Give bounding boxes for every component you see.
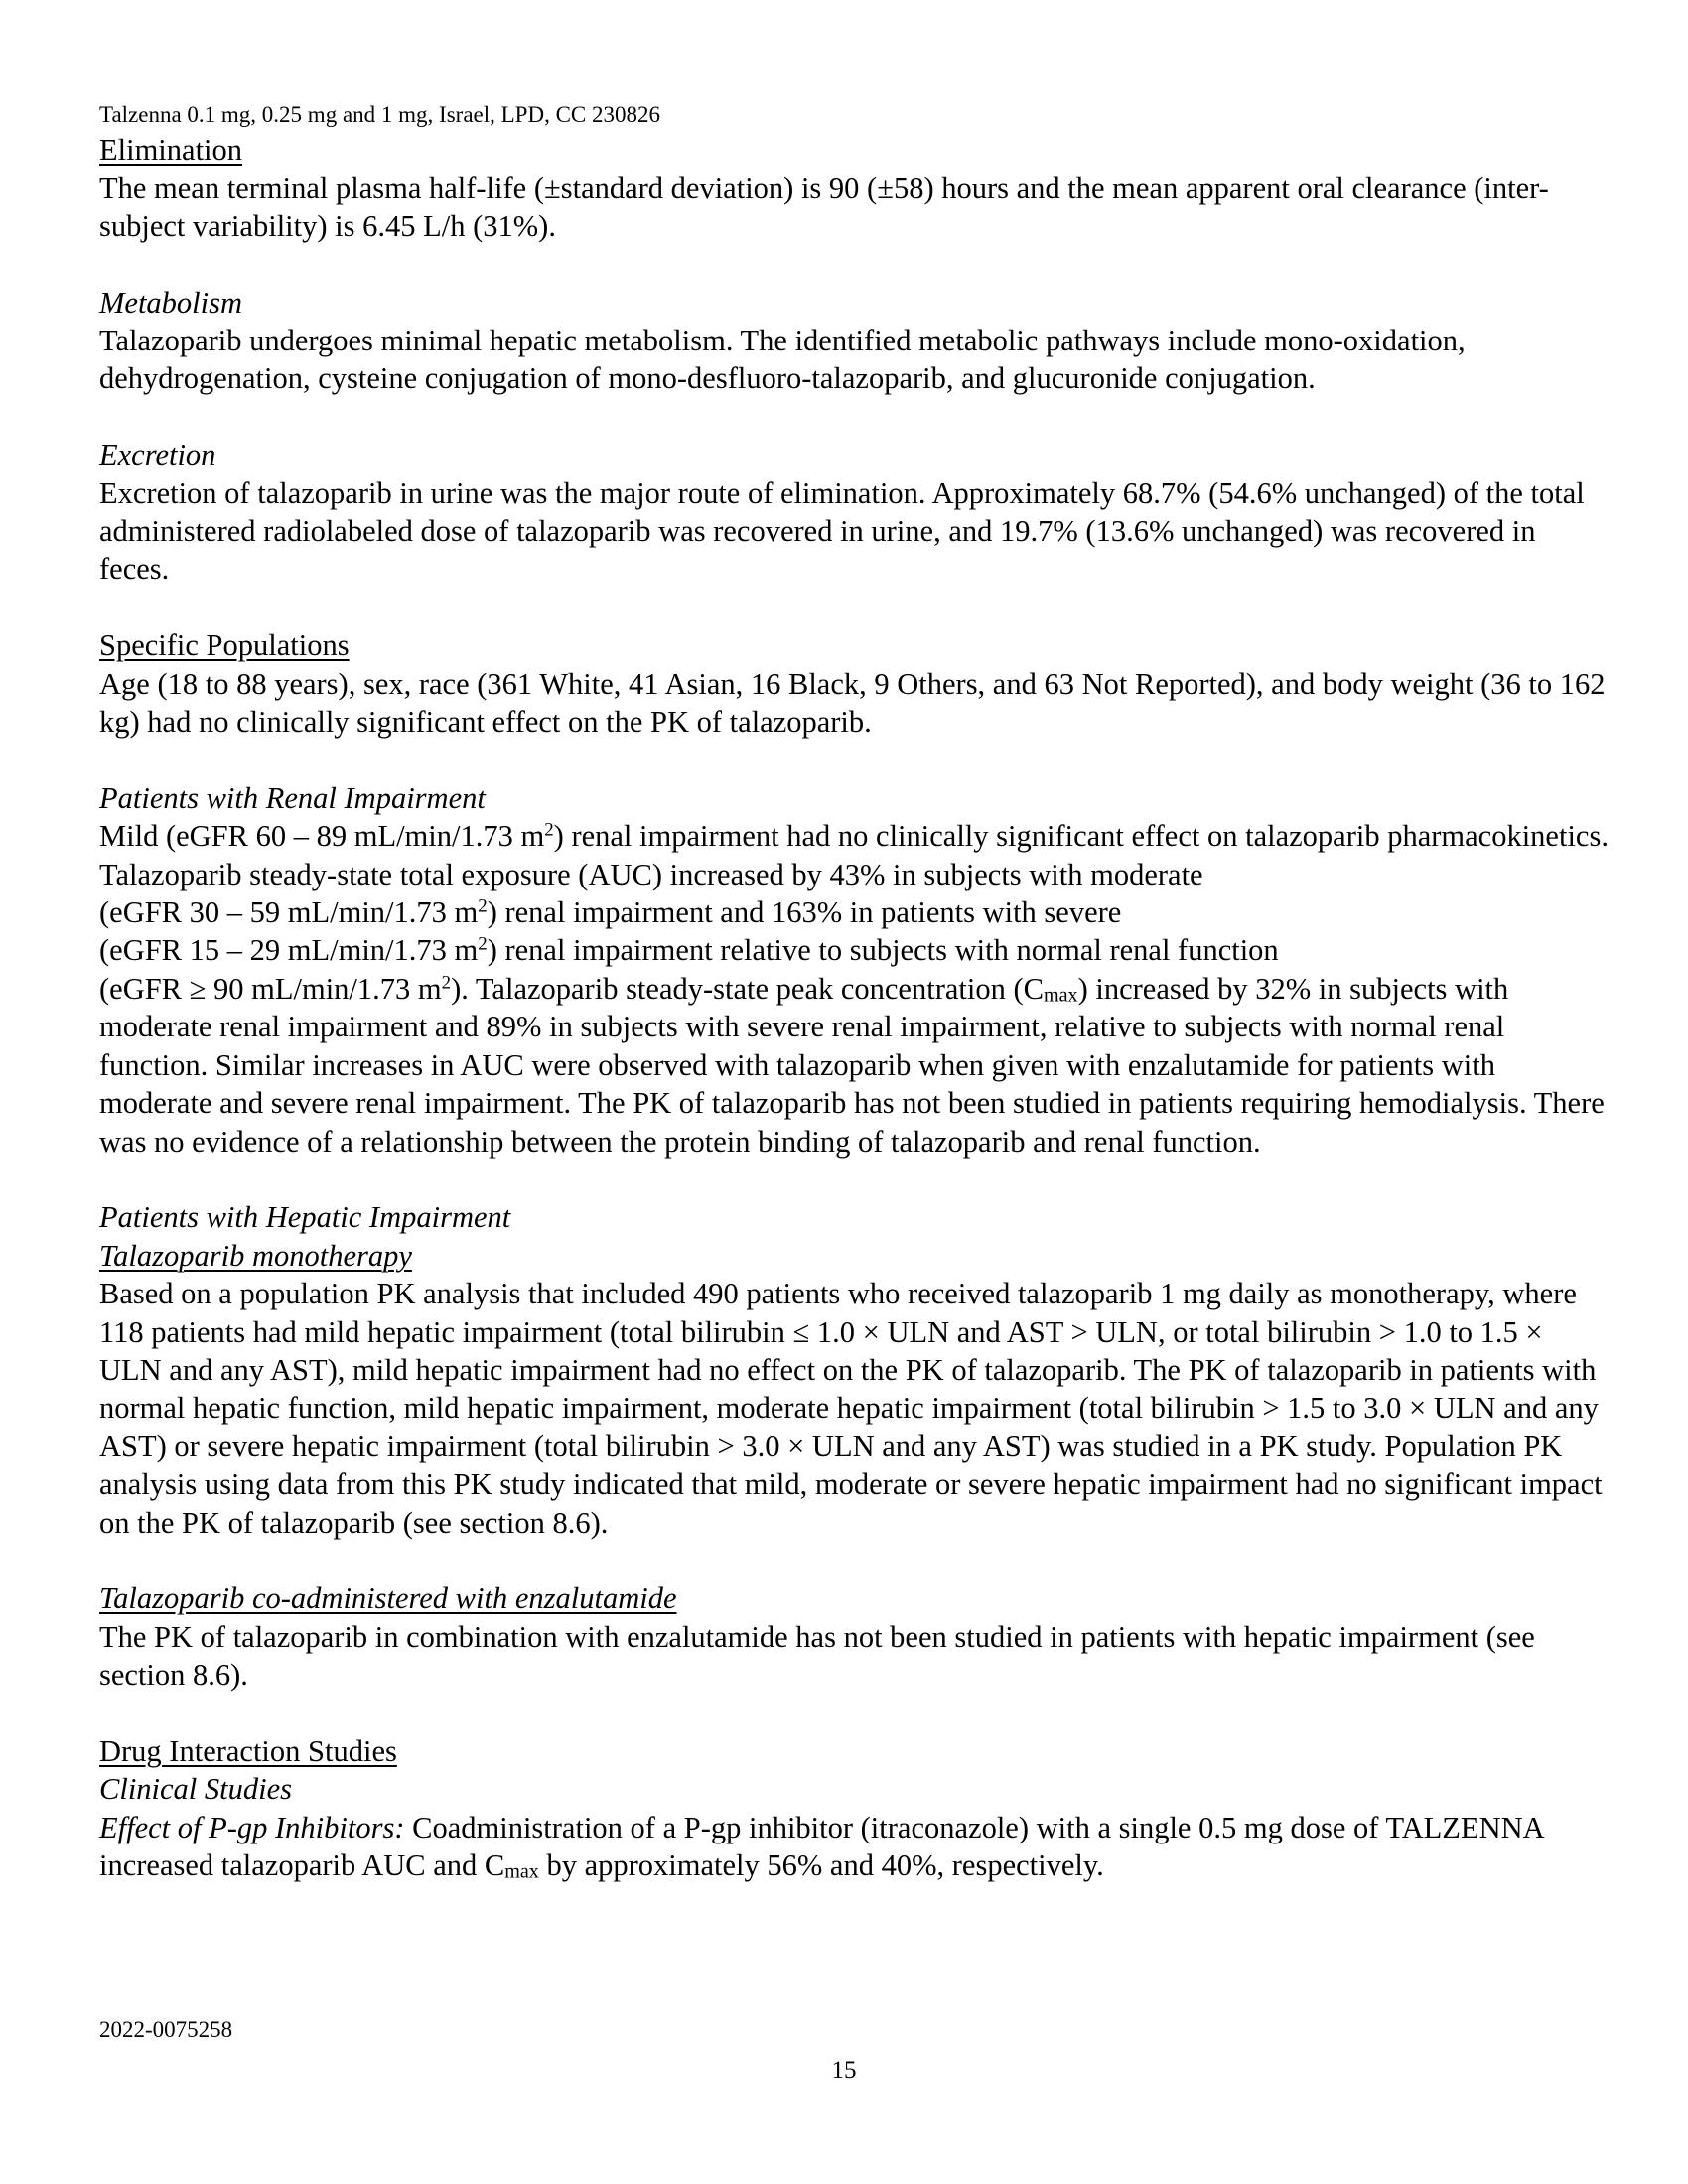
- section-heading-specific-populations: Specific Populations: [99, 628, 350, 663]
- renal-text: (eGFR 15 – 29 mL/min/1.73 m: [99, 933, 479, 968]
- elimination-paragraph: The mean terminal plasma half-life (±standard deviation) is 90 (±58) hours and the mean apparent oral clearance (inter-subject variability) is 6.45 L/h (31%).: [99, 171, 1549, 243]
- page-number: 15: [831, 2057, 857, 2084]
- renal-text: Mild (eGFR 60 – 89 mL/min/1.73 m: [99, 819, 545, 854]
- superscript: 2: [544, 819, 554, 841]
- subscript: max: [1043, 984, 1078, 1007]
- section-heading-hepatic-impairment: Patients with Hepatic Impairment: [99, 1200, 511, 1235]
- metabolism-paragraph: Talazoparib undergoes minimal hepatic metabolism. The identified metabolic pathways include mono-oxidation, dehydrogenation, cysteine conjugation of mono-desfluoro-talazoparib, and glucuronide conjugation.: [99, 324, 1466, 396]
- section-heading-excretion: Excretion: [99, 438, 216, 473]
- hepatic-monotherapy-paragraph: Based on a population PK analysis that included 490 patients who received talazoparib 1 mg daily as monotherapy, where 118 patients had mild hepatic impairment (total bilirubin ≤ 1.0 × ULN and AST > ULN, or total bilirubin > 1.0 to 1.5 × ULN and any AST), mild hepatic impairment had no effect on the PK of talazoparib. The PK of talazoparib in patients with normal hepatic function, mild hepatic impairment, moderate hepatic impairment (total bilirubin > 1.5 to 3.0 × ULN and any AST) or severe hepatic impairment (total bilirubin > 3.0 × ULN and any AST) was studied in a PK study. Population PK analysis using data from this PK study indicated that mild, moderate or severe hepatic impairment had no significant impact on the PK of talazoparib (see section 8.6).: [99, 1277, 1603, 1540]
- subheading-enzalutamide: Talazoparib co-administered with enzalutamide: [99, 1581, 677, 1616]
- renal-text: (eGFR ≥ 90 mL/min/1.73 m: [99, 971, 442, 1006]
- subscript: max: [504, 1860, 539, 1883]
- superscript: 2: [441, 972, 452, 994]
- pgp-text: by approximately 56% and 40%, respectively.: [538, 1848, 1104, 1883]
- subheading-clinical-studies: Clinical Studies: [99, 1772, 293, 1807]
- section-heading-metabolism: Metabolism: [99, 285, 243, 320]
- renal-text: ). Talazoparib steady-state peak concentration (C: [451, 971, 1044, 1006]
- section-heading-elimination: Elimination: [99, 133, 243, 167]
- specific-populations-paragraph: Age (18 to 88 years), sex, race (361 White, 41 Asian, 16 Black, 9 Others, and 63 Not Reported), and body weight (36 to 162 kg) had no clinically significant effect on the PK of talazoparib.: [99, 666, 1606, 740]
- document-page: [99, 99, 1609, 1885]
- renal-impairment-paragraph: [99, 817, 1609, 1160]
- pgp-label: Effect of P-gp Inhibitors:: [99, 1810, 405, 1844]
- section-heading-renal-impairment: Patients with Renal Impairment: [99, 780, 486, 815]
- renal-text: ) renal impairment and 163% in patients with severe: [487, 895, 1122, 930]
- renal-text: ) renal impairment relative to subjects with normal renal function: [487, 933, 1279, 968]
- subheading-monotherapy: Talazoparib monotherapy: [99, 1238, 412, 1273]
- superscript: 2: [478, 895, 488, 917]
- renal-text: ) renal impairment had no clinically significant effect on talazoparib pharmacokinetics. Talazoparib steady-state total exposure (AUC) increased by 43% in subjects with moderate: [99, 819, 1609, 891]
- hepatic-enzalutamide-paragraph: The PK of talazoparib in combination with enzalutamide has not been studied in patients with hepatic impairment (see section 8.6).: [99, 1619, 1535, 1693]
- pgp-inhibitors-paragraph: [99, 1809, 1609, 1885]
- document-header: Talzenna 0.1 mg, 0.25 mg and 1 mg, Israel, LPD, CC 230826: [99, 102, 661, 127]
- section-heading-drug-interactions: Drug Interaction Studies: [99, 1733, 397, 1768]
- superscript: 2: [478, 934, 488, 956]
- pgp-text: Coadministration of a P-gp inhibitor (itraconazole) with a single 0.5 mg dose of TALZENNA increased talazoparib AUC and C: [99, 1810, 1543, 1883]
- renal-text: ) increased by 32% in subjects with moderate renal impairment and 89% in subjects with severe renal impairment, relative to subjects with normal renal function. Similar increases in AUC were observed with talazoparib when given with enzalutamide for patients with moderate and severe renal impairment. The PK of talazoparib has not been studied in patients requiring hemodialysis. There was no evidence of a relationship between the protein binding of talazoparib and renal function.: [99, 971, 1605, 1159]
- excretion-paragraph: Excretion of talazoparib in urine was the major route of elimination. Approximately 68.7% (54.6% unchanged) of the total administered radiolabeled dose of talazoparib was recovered in urine, and 19.7% (13.6% unchanged) was recovered in feces.: [99, 476, 1585, 587]
- document-number: 2022-0075258: [99, 2017, 233, 2042]
- renal-text: (eGFR 30 – 59 mL/min/1.73 m: [99, 895, 479, 930]
